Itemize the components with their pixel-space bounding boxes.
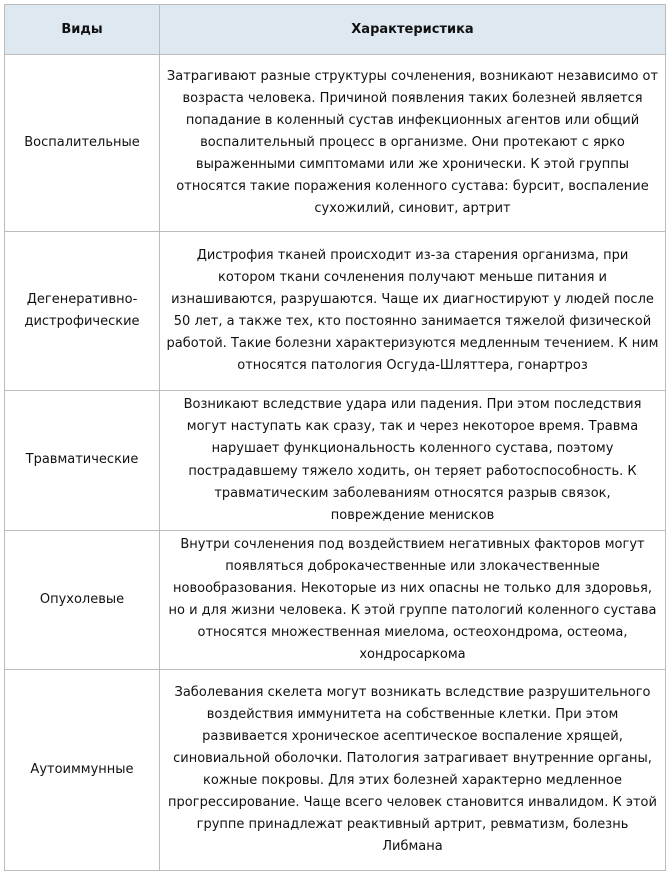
type-cell: Травматические (5, 391, 160, 531)
description-cell: Заболевания скелета могут возникать вследствие разрушительного воздействия иммунитета на собственные клетки. При этом развивается хроническое асептическое воспаление хрящей, синовиальной оболочки. Патология затрагивает внутренние органы, кожные покровы. Для этих болезней характерно медленное прогрессирование. Чаще всего человек становится инвалидом. К этой группе принадлежат реактивный артрит, ревматизм, болезнь Либмана (160, 670, 666, 871)
disease-types-table (4, 4, 666, 871)
header-characteristics: Характеристика (160, 5, 666, 55)
table-row (5, 232, 666, 391)
description-cell: Затрагивают разные структуры сочленения, возникают независимо от возраста человека. Причиной появления таких болезней является попадание в коленный сустав инфекционных агентов или общий воспалительный процесс в организме. Они протекают с ярко выраженными симптомами или же хронически. К этой группы относятся такие поражения коленного сустава: бурсит, воспаление сухожилий, синовит, артрит (160, 55, 666, 232)
description-cell: Дистрофия тканей происходит из-за старения организма, при котором ткани сочленения получают меньше питания и изнашиваются, разрушаются. Чаще их диагностируют у людей после 50 лет, а также тех, кто постоянно занимается тяжелой физической работой. Такие болезни характеризуются медленным течением. К ним относятся патология Осгуда-Шляттера, гонартроз (160, 232, 666, 391)
type-cell: Аутоиммунные (5, 670, 160, 871)
type-cell: Дегенеративно-дистрофические (5, 232, 160, 391)
table-row (5, 55, 666, 232)
description-cell: Возникают вследствие удара или падения. При этом последствия могут наступать как сразу, так и через некоторое время. Травма нарушает функциональность коленного сустава, поэтому пострадавшему тяжело ходить, он теряет работоспособность. К травматическим заболеваниям относятся разрыв связок, повреждение менисков (160, 391, 666, 531)
table-row (5, 391, 666, 531)
header-types: Виды (5, 5, 160, 55)
header-row (5, 5, 666, 55)
table-row (5, 670, 666, 871)
table-row (5, 531, 666, 670)
type-cell: Опухолевые (5, 531, 160, 670)
type-cell: Воспалительные (5, 55, 160, 232)
description-cell: Внутри сочленения под воздействием негативных факторов могут появляться доброкачественные или злокачественные новообразования. Некоторые из них опасны не только для здоровья, но и для жизни человека. К этой группе патологий коленного сустава относятся множественная миелома, остеохондрома, остеома, хондросаркома (160, 531, 666, 670)
